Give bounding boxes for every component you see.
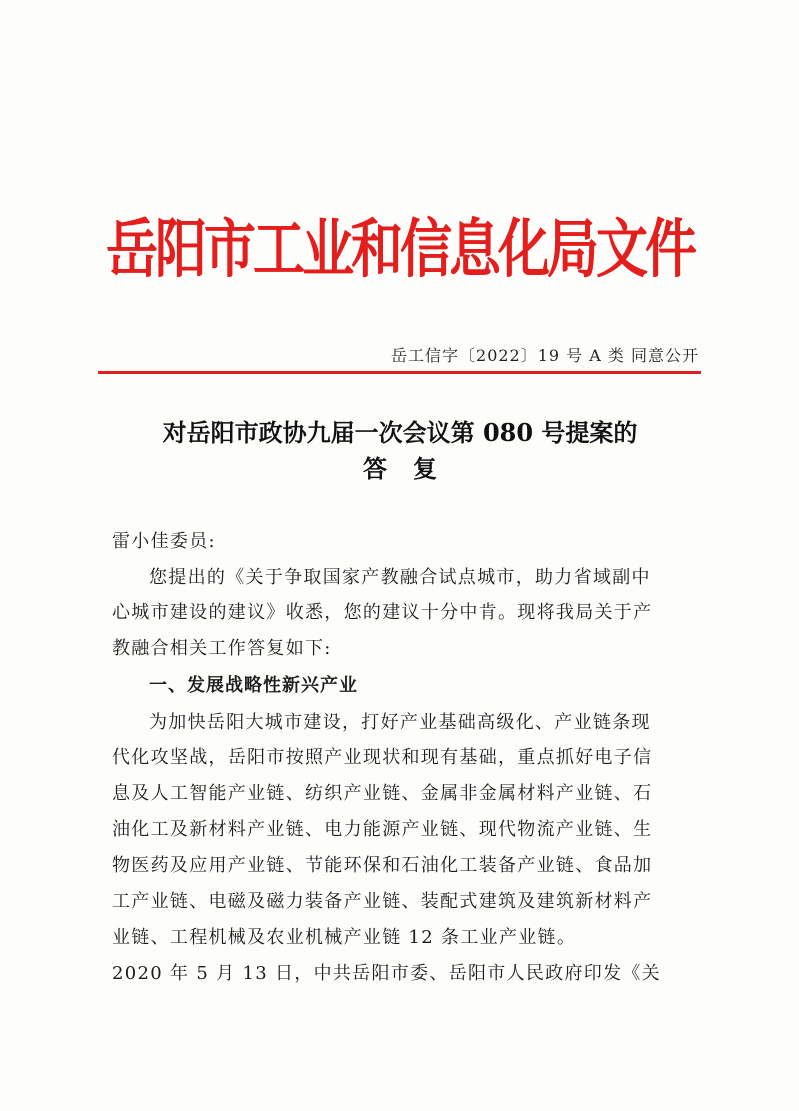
body-line: 心城市建设的建议》收悉，您的建议十分中肯。现将我局关于产 <box>112 602 653 623</box>
body-line: 息及人工智能产业链、纺织产业链、金属非金属材料产业链、石 <box>112 783 653 804</box>
body-line: 业链、工程机械及农业机械产业链 12 条工业产业链。 <box>112 927 577 948</box>
body-line: 工产业链、电磁及磁力装备产业链、装配式建筑及建筑新材料产 <box>112 891 653 912</box>
document-number: 岳工信字〔2022〕19 号 A 类 同意公开 <box>391 346 699 365</box>
salutation: 雷小佳委员: <box>112 531 216 552</box>
red-separator-line <box>98 371 701 374</box>
body-line: 物医药及应用产业链、节能环保和石油化工装备产业链、食品加 <box>112 855 653 876</box>
body-line: 为加快岳阳大城市建设，打好产业基础高级化、产业链条现 <box>149 712 651 733</box>
document-title-line-1: 对岳阳市政协九届一次会议第 080 号提案的 <box>162 418 638 447</box>
masthead-title: 岳阳市工业和信息化局文件 <box>105 213 694 288</box>
body-line: 代化攻坚战，岳阳市按照产业现状和现有基础，重点抓好电子信 <box>112 747 653 768</box>
document-title-line-2: 答复 <box>363 454 463 483</box>
section-heading: 一、发展战略性新兴产业 <box>149 675 358 696</box>
body-line: 2020 年 5 月 13 日，中共岳阳市委、岳阳市人民政府印发《关 <box>112 963 661 984</box>
body-line: 教融合相关工作答复如下: <box>112 638 332 659</box>
body-line: 油化工及新材料产业链、电力能源产业链、现代物流产业链、生 <box>112 819 653 840</box>
body-line: 您提出的《关于争取国家产教融合试点城市，助力省域副中 <box>149 567 651 588</box>
